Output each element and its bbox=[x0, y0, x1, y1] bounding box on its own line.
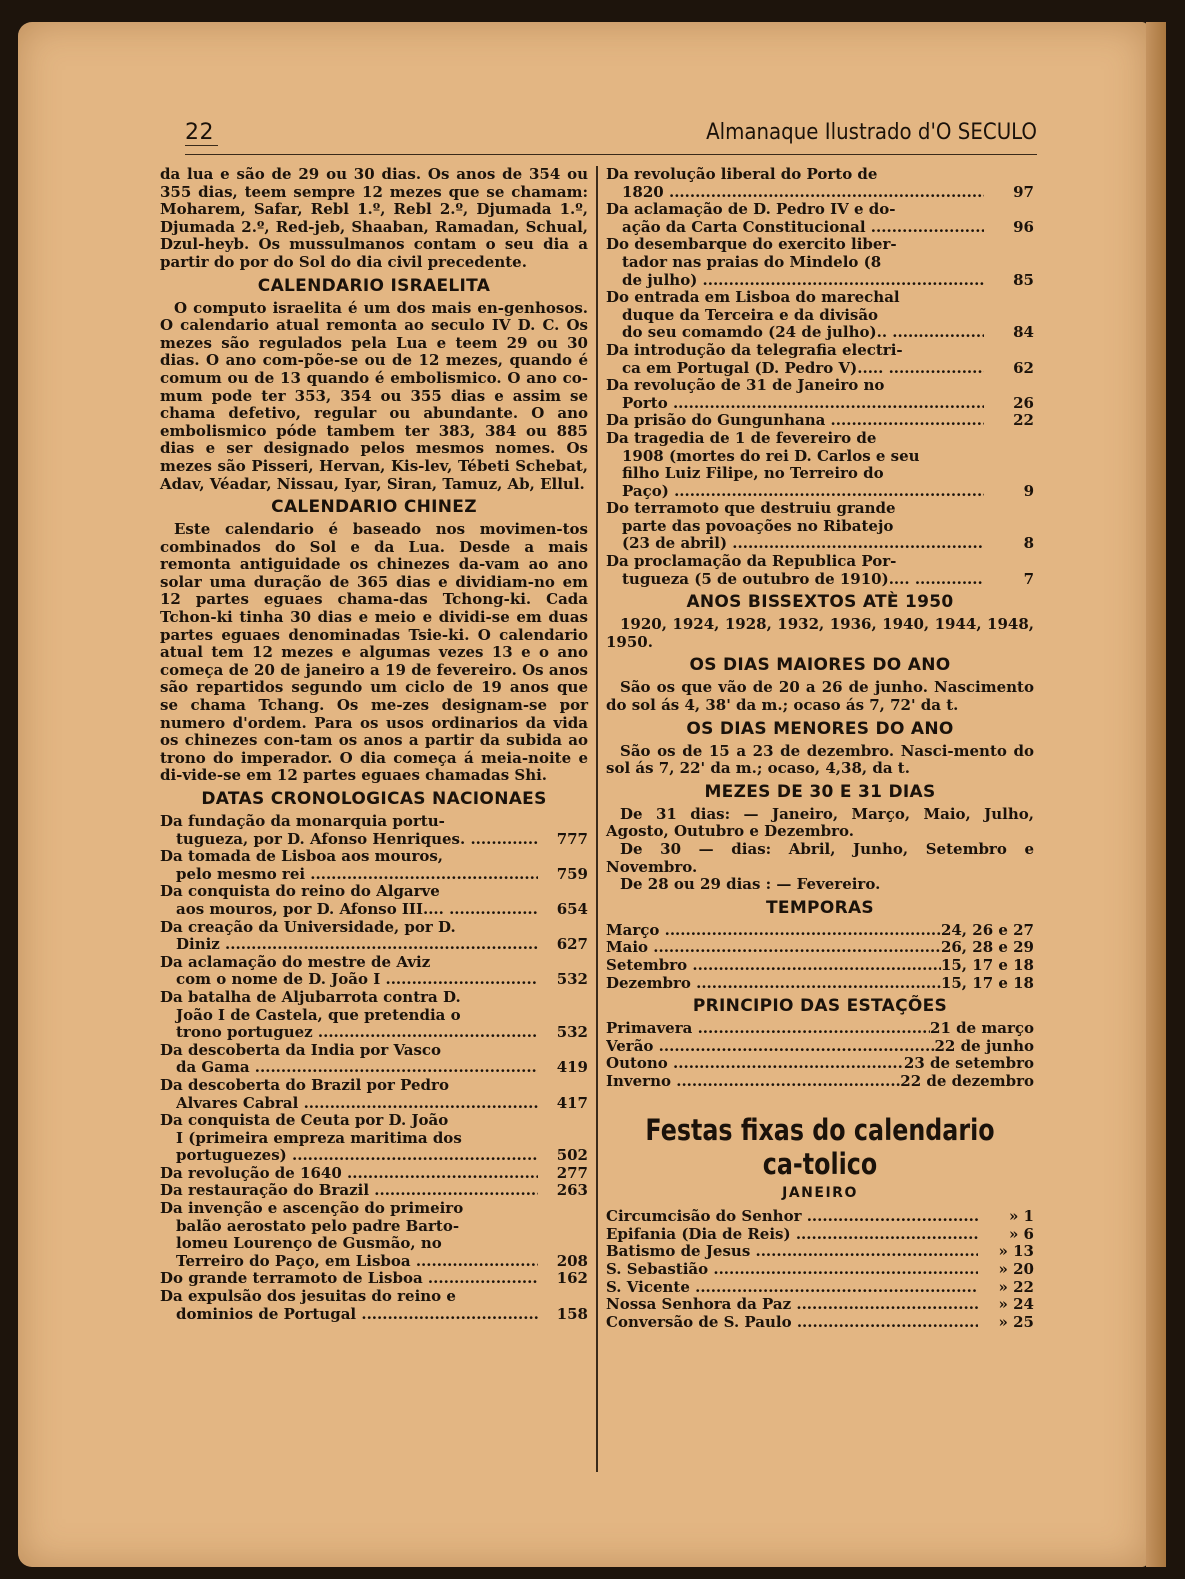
datas-entry bbox=[606, 412, 1034, 430]
datas-entry-text: Terreiro do Paço, em Lisboa ..... bbox=[176, 1253, 538, 1271]
datas-entry-text: dominios de Portugal ..... bbox=[176, 1306, 538, 1324]
row-value: » 24 bbox=[998, 1295, 1034, 1314]
datas-entry bbox=[160, 883, 588, 918]
datas-entry bbox=[606, 553, 1034, 588]
datas-entry-text: Da prisão do Gungunhana ..... bbox=[606, 412, 984, 430]
datas-entry-text: Da fundação da monarquia portu- bbox=[160, 812, 445, 830]
datas-entry bbox=[160, 1077, 588, 1112]
datas-entry bbox=[606, 430, 1034, 500]
row-value: 15, 17 e 18 bbox=[940, 973, 1034, 992]
datas-entry-text: (23 de abril) ..... bbox=[622, 535, 984, 553]
row-label: Outono ..... bbox=[606, 1055, 904, 1073]
row-label: Primavera ..... bbox=[606, 1020, 930, 1038]
dias-maiores-paragraph: São os que vão de 20 a 26 de junho. Nascimento do sol ás 4, 38' da m.; ocaso ás 7, 72' da t. bbox=[606, 678, 1034, 715]
table-row bbox=[606, 1314, 1034, 1332]
datas-entry-text: tugueza (5 de outubro de 1910).... ..... bbox=[622, 571, 984, 589]
row-label: Março ..... bbox=[606, 922, 941, 940]
datas-entry-text: balão aerostato pelo padre Barto- bbox=[176, 1216, 460, 1235]
datas-entry-text: Da introdução da telegrafia electri- bbox=[606, 340, 903, 359]
datas-entry bbox=[160, 954, 588, 989]
temporas-heading: TEMPORAS bbox=[766, 897, 874, 918]
datas-entry-text: trono portuguez ..... bbox=[176, 1024, 538, 1042]
temporas-table bbox=[606, 922, 1034, 992]
datas-entry-text: pelo mesmo rei ..... bbox=[176, 866, 538, 884]
datas-entry-years: 96 bbox=[1013, 217, 1034, 236]
datas-entry-years: 654 bbox=[556, 899, 588, 918]
table-row bbox=[606, 1261, 1034, 1279]
datas-entry-text: parte das povoações no Ribatejo bbox=[622, 516, 894, 535]
datas-entry-text: portuguezes) ..... bbox=[176, 1147, 538, 1165]
datas-entry bbox=[160, 1270, 588, 1288]
row-label: Epifania (Dia de Reis) ..... bbox=[606, 1226, 978, 1244]
datas-entry-text: com o nome de D. João I ..... bbox=[176, 971, 538, 989]
table-row bbox=[606, 957, 1034, 975]
datas-entry-text: Da revolução liberal do Porto de bbox=[606, 165, 878, 183]
datas-entry bbox=[606, 342, 1034, 377]
table-row bbox=[606, 1296, 1034, 1314]
datas-entry-text: tador nas praias do Mindelo (8 bbox=[622, 252, 882, 271]
datas-entry-text: Da proclamação da Republica Por- bbox=[606, 552, 897, 571]
table-row bbox=[606, 1226, 1034, 1244]
datas-entry-years: 777 bbox=[556, 829, 588, 848]
estacoes-table bbox=[606, 1020, 1034, 1090]
datas-entry bbox=[606, 289, 1034, 342]
datas-entry bbox=[160, 1182, 588, 1200]
datas-entry-text: Do entrada em Lisboa do marechal bbox=[606, 288, 900, 307]
datas-entry-years: 419 bbox=[556, 1058, 588, 1077]
datas-entry-text: Da restauração do Brazil ..... bbox=[160, 1182, 538, 1200]
dias-menores-heading: OS DIAS MENORES DO ANO bbox=[686, 718, 954, 739]
row-value: 21 de março bbox=[930, 1019, 1034, 1038]
datas-entry bbox=[606, 377, 1034, 412]
table-row bbox=[606, 1208, 1034, 1226]
table-row bbox=[606, 939, 1034, 957]
datas-entry-text: Diniz ..... bbox=[176, 936, 538, 954]
datas-entry bbox=[160, 1200, 588, 1270]
datas-entry-text: da Gama ..... bbox=[176, 1059, 538, 1077]
janeiro-heading: JANEIRO bbox=[782, 1184, 858, 1201]
chinez-heading: CALENDARIO CHINEZ bbox=[271, 497, 477, 518]
datas-entry-text: Da creação da Universidade, por D. bbox=[160, 917, 456, 936]
row-label: Batismo de Jesus ..... bbox=[606, 1243, 978, 1261]
row-label: Verão ..... bbox=[606, 1038, 935, 1056]
datas-entry-text: ca em Portugal (D. Pedro V)..... ..... bbox=[622, 360, 984, 378]
datas-list-right bbox=[606, 166, 1034, 588]
table-row bbox=[606, 975, 1034, 993]
table-row bbox=[606, 1073, 1034, 1091]
datas-entry-text: Da aclamação de D. Pedro IV e do- bbox=[606, 200, 896, 219]
datas-entry-years: 759 bbox=[556, 864, 588, 883]
bissextos-paragraph: 1920, 1924, 1928, 1932, 1936, 1940, 1944, 1948, 1950. bbox=[606, 615, 1034, 651]
datas-entry-text: Da conquista de Ceuta por D. João bbox=[160, 1111, 449, 1130]
table-row bbox=[606, 922, 1034, 940]
row-value: » 25 bbox=[998, 1312, 1034, 1331]
datas-entry-years: 26 bbox=[1013, 393, 1034, 412]
datas-entry-years: 277 bbox=[556, 1163, 588, 1182]
mezes-heading: MEZES DE 30 E 31 DIAS bbox=[704, 781, 936, 802]
datas-entry bbox=[160, 1288, 588, 1323]
table-row bbox=[606, 1055, 1034, 1073]
datas-entry-text: Da descoberta da India por Vasco bbox=[160, 1040, 442, 1059]
datas-entry-text: Da aclamação do mestre de Aviz bbox=[160, 952, 431, 971]
left-column bbox=[160, 166, 588, 1323]
row-label: Inverno ..... bbox=[606, 1073, 900, 1091]
datas-entry bbox=[160, 1165, 588, 1183]
bissextos-heading: ANOS BISSEXTOS ATÈ 1950 bbox=[686, 592, 954, 613]
row-label: Maio ..... bbox=[606, 939, 941, 957]
datas-entry-years: 162 bbox=[556, 1269, 588, 1288]
datas-list-left bbox=[160, 813, 588, 1323]
datas-entry-years: 627 bbox=[556, 935, 588, 954]
datas-entry-text: Do terramoto que destruiu grande bbox=[606, 499, 896, 518]
row-value: » 6 bbox=[1008, 1224, 1034, 1243]
right-column bbox=[606, 166, 1034, 1331]
row-value: 26, 28 e 29 bbox=[940, 938, 1034, 957]
table-row bbox=[606, 1279, 1034, 1297]
estacoes-heading: PRINCIPIO DAS ESTAÇÕES bbox=[692, 996, 948, 1017]
table-row bbox=[606, 1243, 1034, 1261]
datas-entry-text: 1908 (mortes do rei D. Carlos e seu bbox=[622, 446, 920, 465]
datas-entry-text: Do desembarque do exercito liber- bbox=[606, 235, 897, 254]
datas-entry-years: 502 bbox=[556, 1146, 588, 1165]
datas-entry-years: 85 bbox=[1013, 270, 1034, 289]
datas-entry-text: Da tragedia de 1 de fevereiro de bbox=[606, 428, 877, 447]
row-label: S. Sebastião ..... bbox=[606, 1261, 978, 1279]
datas-entry-years: 9 bbox=[1023, 481, 1034, 500]
festas-heading: Festas fixas do calendario ca-tolico bbox=[645, 1112, 995, 1181]
datas-entry-text: ação da Carta Constitucional ..... bbox=[622, 219, 984, 237]
page-header bbox=[185, 118, 1037, 155]
datas-entry-text: Da conquista do reino do Algarve bbox=[160, 882, 440, 901]
datas-entry-text: Paço) ..... bbox=[622, 483, 984, 501]
running-title: Almanaque Ilustrado d'O SECULO bbox=[706, 120, 1037, 145]
row-value: » 22 bbox=[998, 1277, 1034, 1296]
row-value: 22 de junho bbox=[934, 1036, 1034, 1055]
row-value: » 20 bbox=[998, 1259, 1034, 1278]
datas-entry-text: Da expulsão dos jesuitas do reino e bbox=[160, 1287, 456, 1306]
datas-entry-text: Da invenção e ascenção do primeiro bbox=[160, 1199, 464, 1218]
row-label: S. Vicente ..... bbox=[606, 1279, 978, 1297]
mezes-line-2: De 30 — dias: Abril, Junho, Setembro e Novembro. bbox=[606, 840, 1034, 876]
datas-entry bbox=[606, 236, 1034, 289]
page-number: 22 bbox=[185, 120, 218, 146]
intro-paragraph: da lua e são de 29 ou 30 dias. Os anos de 354 ou 355 dias, teem sempre 12 mezes que se chamam: Moharem, Safar, Rebl 1.º, Rebl 2.º, Djumada 1.º, Djumada 2.º, Red-jeb, Shaaban, Ramadan, Schual, Dzul-heyb. Os mussulmanos contam o seu dia a partir do por do Sol do dia civil precedente. bbox=[160, 165, 588, 271]
row-label: Circumcisão do Senhor ..... bbox=[606, 1208, 978, 1226]
datas-entry-text: João I de Castela, que pretendia o bbox=[176, 1005, 461, 1024]
datas-heading: DATAS CRONOLOGICAS NACIONAES bbox=[201, 789, 547, 809]
chinez-paragraph: Este calendario é baseado nos movimen-tos combinados do Sol e da Lua. Desde a mais remonta antiguidade os chinezes da-vam ao ano solar uma duração de 365 dias e dividiam-no em 12 partes eguaes chama-das Tchong-ki. Cada Tchon-ki tinha 30 dias e meio e dividi-se em duas partes eguaes denominadas Tsie-ki. O calendario atual tem 12 mezes e algumas vezes 13 e o ano começa de 20 de janeiro a 19 de fevereiro. Os anos são repartidos segundo um ciclo de 19 anos que se chama Tchang. Os me-zes designam-se por numero d'ordem. Para os usos ordinarios da vida os chinezes con-tam os anos a partir da subida ao trono do imperador. O dia começa á meia-noite e di-vide-se em 12 partes eguaes chamadas Shi. bbox=[160, 520, 588, 785]
datas-entry-text: I (primeira empreza maritima dos bbox=[176, 1128, 462, 1147]
datas-entry bbox=[160, 1042, 588, 1077]
datas-entry-text: 1820 ..... bbox=[622, 184, 984, 202]
datas-entry bbox=[160, 848, 588, 883]
page-edge bbox=[1146, 22, 1166, 1567]
datas-entry bbox=[160, 813, 588, 848]
table-row bbox=[606, 1020, 1034, 1038]
datas-entry-text: do seu comamdo (24 de julho).. ..... bbox=[622, 324, 984, 342]
dias-menores-paragraph: São os de 15 a 23 de dezembro. Nasci-mento do sol ás 7, 22' da m.; ocaso, 4,38, da t. bbox=[606, 741, 1034, 778]
datas-entry bbox=[160, 989, 588, 1042]
datas-entry-years: 417 bbox=[556, 1093, 588, 1112]
datas-entry-years: 263 bbox=[556, 1181, 588, 1200]
row-label: Nossa Senhora da Paz ..... bbox=[606, 1296, 978, 1314]
row-value: » 1 bbox=[1008, 1207, 1034, 1226]
mezes-line-1: De 31 dias: — Janeiro, Março, Maio, Julho, Agosto, Outubro e Dezembro. bbox=[606, 804, 1034, 841]
datas-entry-text: Da revolução de 31 de Janeiro no bbox=[606, 376, 885, 395]
row-label: Conversão de S. Paulo ..... bbox=[606, 1314, 978, 1332]
datas-entry-text: tugueza, por D. Afonso Henriques. ..... bbox=[176, 831, 538, 849]
dias-maiores-heading: OS DIAS MAIORES DO ANO bbox=[689, 655, 951, 676]
datas-entry-text: Do grande terramoto de Lisboa ..... bbox=[160, 1270, 538, 1288]
mezes-line-3: De 28 ou 29 dias : — Fevereiro. bbox=[620, 875, 881, 894]
column-divider bbox=[596, 166, 598, 1472]
row-value: 22 de dezembro bbox=[900, 1071, 1034, 1090]
datas-entry-years: 532 bbox=[556, 1023, 588, 1042]
table-row bbox=[606, 1038, 1034, 1056]
datas-entry-text: filho Luiz Filipe, no Terreiro do bbox=[622, 464, 884, 483]
israelita-heading: CALENDARIO ISRAELITA bbox=[257, 275, 491, 296]
datas-entry-years: 62 bbox=[1013, 358, 1034, 377]
row-value: » 13 bbox=[998, 1242, 1034, 1261]
datas-entry bbox=[606, 500, 1034, 553]
datas-entry-text: aos mouros, por D. Afonso III.... ..... bbox=[176, 901, 538, 919]
datas-entry-years: 22 bbox=[1013, 411, 1034, 430]
datas-entry-years: 532 bbox=[556, 970, 588, 989]
datas-entry-years: 208 bbox=[556, 1251, 588, 1270]
datas-entry bbox=[160, 1112, 588, 1165]
datas-entry-text: lomeu Lourenço de Gusmão, no bbox=[176, 1234, 442, 1253]
row-value: 24, 26 e 27 bbox=[940, 920, 1034, 939]
datas-entry-text: Alvares Cabral ..... bbox=[176, 1095, 538, 1113]
datas-entry-text: de julho) ..... bbox=[622, 272, 984, 290]
row-label: Dezembro ..... bbox=[606, 975, 941, 993]
datas-entry-text: duque da Terceira e da divisão bbox=[622, 305, 879, 324]
datas-entry bbox=[160, 919, 588, 954]
datas-entry-years: 8 bbox=[1023, 534, 1034, 553]
datas-entry-text: Da revolução de 1640 ..... bbox=[160, 1165, 538, 1183]
datas-entry-years: 7 bbox=[1023, 569, 1034, 588]
datas-entry bbox=[606, 201, 1034, 236]
datas-entry-years: 158 bbox=[556, 1304, 588, 1323]
datas-entry-text: Porto ..... bbox=[622, 395, 984, 413]
datas-entry-text: Da descoberta do Brazil por Pedro bbox=[160, 1075, 449, 1094]
datas-entry-years: 84 bbox=[1013, 323, 1034, 342]
datas-entry bbox=[606, 166, 1034, 201]
datas-entry-text: Da tomada de Lisboa aos mouros, bbox=[160, 847, 444, 866]
datas-entry-years: 97 bbox=[1013, 182, 1034, 201]
datas-entry-text: Da batalha de Aljubarrota contra D. bbox=[160, 987, 461, 1006]
israelita-paragraph: O computo israelita é um dos mais en-genhosos. O calendario atual remonta ao seculo IV D. C. Os mezes são regulados pela Lua e teem 29 ou 30 dias. O ano com-põe-se ou de 12 mezes, quando é comum ou de 13 quando é embolismico. O ano co-mum pode ter 353, 354 ou 355 dias e assim se chama defetivo, regular ou abundante. O ano embolismico póde tambem ter 383, 384 ou 885 dias e ser designado pelos mesmos nomes. Os mezes são Pisseri, Hervan, Kis-lev, Tébeti Schebat, Adav, Véadar, Nissau, Iyar, Siran, Tamuz, Ab, Ellul. bbox=[160, 298, 588, 493]
festas-table bbox=[606, 1208, 1034, 1331]
row-value: 15, 17 e 18 bbox=[940, 955, 1034, 974]
row-value: 23 de setembro bbox=[903, 1054, 1034, 1073]
row-label: Setembro ..... bbox=[606, 957, 941, 975]
